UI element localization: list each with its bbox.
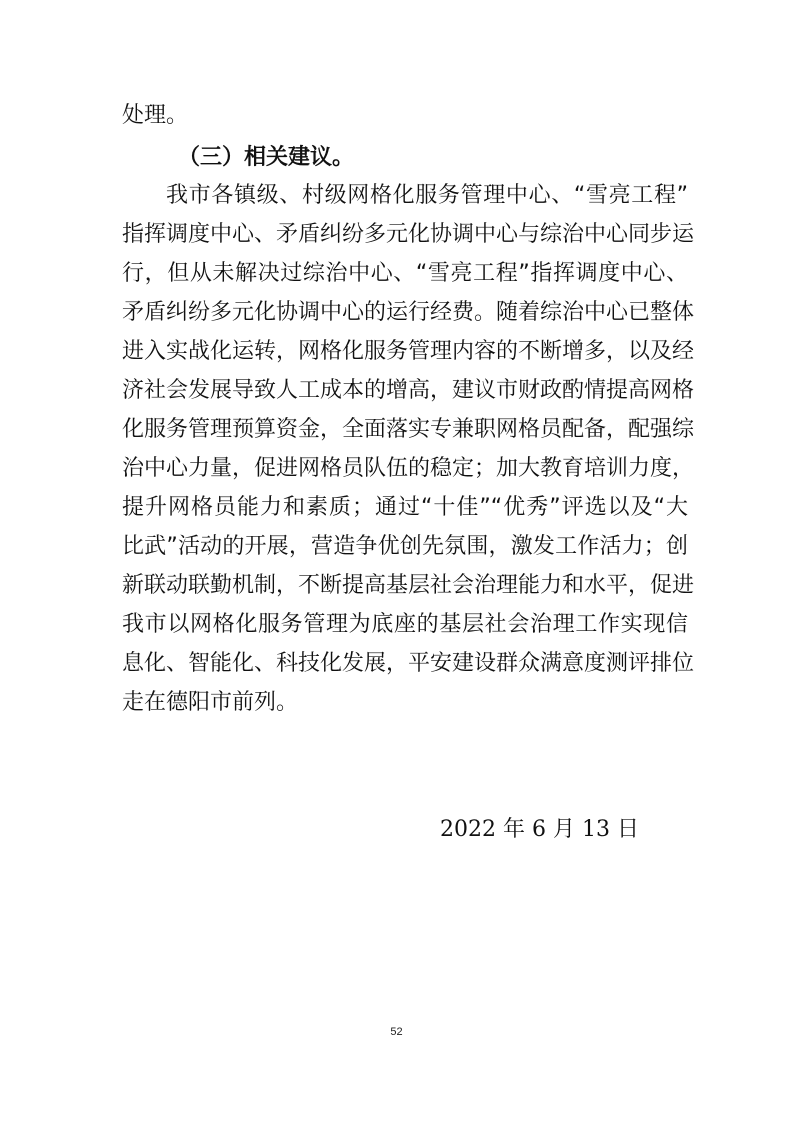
paragraph-line-2: 指挥调度中心、矛盾纠纷多元化协调中心与综治中心同步运	[122, 222, 695, 247]
paragraph-line-11: 新联动联勤机制，不断提高基层社会治理能力和水平，促进	[122, 573, 695, 598]
paragraph-line-5: 进入实战化运转，网格化服务管理内容的不断增多，以及经	[122, 339, 695, 364]
paragraph-line-10: 比武”活动的开展，营造争优创先氛围，激发工作活力；创	[122, 534, 688, 559]
paragraph-line-4: 矛盾纠纷多元化协调中心的运行经费。随着综治中心已整体	[122, 300, 695, 325]
paragraph-line-1: 我市各镇级、村级网格化服务管理中心、“雪亮工程”	[166, 183, 688, 208]
paragraph-line-8: 治中心力量，促进网格员队伍的稳定；加大教育培训力度，	[122, 456, 695, 481]
paragraph-line-12: 我市以网格化服务管理为底座的基层社会治理工作实现信	[122, 612, 688, 637]
paragraph-line-14: 走在德阳市前列。	[122, 690, 299, 715]
continuation-line: 处理。	[122, 103, 189, 128]
document-date: 2022 年 6 月 13 日	[440, 817, 639, 842]
page-number: 52	[390, 1026, 403, 1038]
paragraph-line-7: 化服务管理预算资金，全面落实专兼职网格员配备，配强综	[122, 417, 695, 442]
paragraph-line-6: 济社会发展导致人工成本的增高，建议市财政酌情提高网格	[122, 378, 695, 403]
paragraph-line-3: 行，但从未解决过综治中心、“雪亮工程”指挥调度中心、	[122, 261, 688, 286]
section-heading: （三）相关建议。	[178, 145, 355, 170]
paragraph-line-13: 息化、智能化、科技化发展，平安建设群众满意度测评排位	[122, 651, 695, 676]
paragraph-line-9: 提升网格员能力和素质；通过“十佳”“优秀”评选以及“大	[122, 495, 688, 520]
